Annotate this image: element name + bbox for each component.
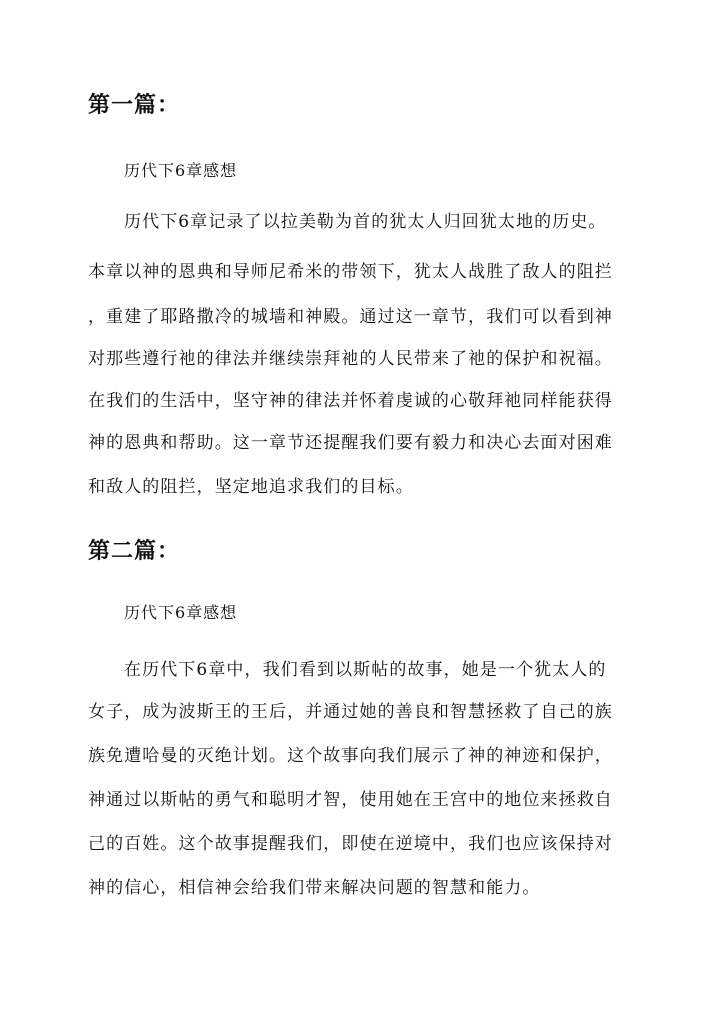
- section-1-line-3: ，重建了耶路撒冷的城墙和神殿。通过这一章节，我们可以看到神: [88, 307, 613, 327]
- section-1-subtitle: 历代下6章感想: [124, 161, 238, 180]
- section-2-line-2: 女子，成为波斯王的王后，并通过她的善良和智慧拯救了自己的族: [88, 702, 613, 722]
- section-2-line-1: 在历代下6章中，我们看到以斯帖的故事，她是一个犹太人的: [124, 660, 607, 680]
- section-1-heading: 第一篇：: [88, 92, 181, 118]
- section-1-line-2: 本章以神的恩典和导师尼希米的带领下，犹太人战胜了敌人的阻拦: [88, 262, 613, 282]
- section-2-line-4: 神通过以斯帖的勇气和聪明才智，使用她在王宫中的地位来拯救自: [88, 790, 613, 810]
- section-1-line-6: 神的恩典和帮助。这一章节还提醒我们要有毅力和决心去面对困难: [88, 433, 613, 453]
- section-1-line-4: 对那些遵行祂的律法并继续崇拜祂的人民带来了祂的保护和祝福。: [88, 349, 613, 369]
- section-1-line-7: 和敌人的阻拦，坚定地追求我们的目标。: [88, 477, 414, 497]
- section-2-subtitle: 历代下6章感想: [124, 603, 238, 622]
- section-1-line-5: 在我们的生活中，坚守神的律法并怀着虔诚的心敬拜祂同样能获得: [88, 391, 613, 411]
- section-2-heading: 第二篇：: [88, 538, 181, 564]
- section-2-line-3: 族免遭哈曼的灭绝计划。这个故事向我们展示了神的神迹和保护，: [88, 746, 613, 766]
- section-2-line-6: 神的信心，相信神会给我们带来解决问题的智慧和能力。: [88, 878, 541, 898]
- section-2-line-5: 己的百姓。这个故事提醒我们，即使在逆境中，我们也应该保持对: [88, 834, 613, 854]
- section-1-line-1: 历代下6章记录了以拉美勒为首的犹太人归回犹太地的历史。: [124, 212, 607, 232]
